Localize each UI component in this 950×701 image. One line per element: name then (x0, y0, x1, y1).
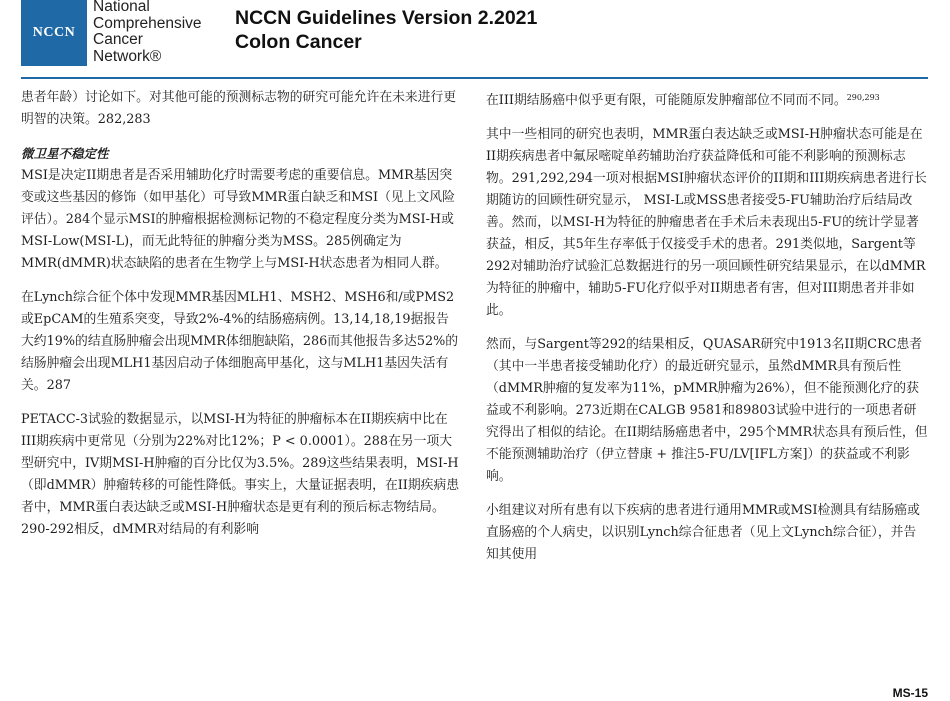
guideline-version-title: NCCN Guidelines Version 2.2021 (235, 7, 538, 29)
paragraph: 患者年龄）讨论如下。对其他可能的预测标志物的研究可能允许在未来进行更明智的决策。282,283 (21, 90, 457, 127)
paragraph (486, 87, 928, 112)
org-name-line: National (93, 0, 150, 15)
paragraph: 然而，与Sargent等292的结果相反，QUASAR研究中1913名II期CRC患者（其中一半患者接受辅助化疗）的最近研究显示，虽然dMMR具有预后性（dMMR肿瘤的复发率为11%，pMMR肿瘤为26%），但不能预测化疗的获益或不利影响。273近期在CALGB 9581和89803试验中进行的一项患者研究得出了相似的结论。在II期结肠癌患者中，295个MMR状态具有预后性，但不能预测辅助治疗（伊立替康 + 推注5-FU/LV[IFL方案]）的获益或不利影响。 (486, 337, 928, 484)
paragraph: MSI是决定II期患者是否采用辅助化疗时需要考虑的重要信息。MMR基因突变或这些基因的修饰（如甲基化）可导致MMR蛋白缺乏和MSI（见上文风险评估）。284个显示MSI的肿瘤根据检测标记物的不稳定程度分类为MSI-H或MSI-Low(MSI-L)，而无此特征的肿瘤分类为MSS。285例确定为MMR(dMMR)状态缺陷的患者在生物学上与MSI-H状态患者为相同人群。 (21, 168, 455, 271)
paragraph: 小组建议对所有患有以下疾病的患者进行通用MMR或MSI检测具有结肠癌或直肠癌的个人病史，以识别Lynch综合征患者（见上文Lynch综合征），并告知其使用 (486, 503, 920, 562)
paragraph-text: 在III期结肠癌中似乎更有限，可能随原发肿瘤部位不同而不同。 (486, 93, 847, 108)
paragraph: 其中一些相同的研究也表明，MMR蛋白表达缺乏或MSI-H肿瘤状态可能是在II期疾病患者中氟尿嘧啶单药辅助治疗获益降低和可能不利影响的预测标志物。291,292,294一项对根据MSI肿瘤状态评价的II期和III期疾病患者进行长期随访的回顾性研究显示， MSI-L或MSS患者接受5-FU辅助治疗后结局改善。然而，以MSI-H为特征的肿瘤患者在手术后未表现出5-FU的统计学显著获益，相反，其5年生存率低于仅接受手术的患者。291类似地，Sargent等292对辅助治疗试验汇总数据进行的另一项回顾性研究结果显示，在以dMMR为特征的肿瘤中，辅助5-FU化疗似乎对II期患者有害，但对III期患者并非如此。 (486, 127, 927, 318)
guideline-topic-title: Colon Cancer (235, 31, 362, 53)
page-number: MS-15 (892, 686, 928, 700)
org-name-line: Cancer (93, 31, 143, 49)
org-name-line: Network® (93, 47, 162, 65)
logo-text: NCCN (32, 25, 76, 40)
nccn-logo (21, 0, 87, 66)
document-title (235, 6, 537, 54)
left-text-column (21, 87, 461, 553)
reference-superscript: 290,293 (846, 93, 880, 102)
header-divider (21, 77, 928, 79)
right-text-column (486, 87, 928, 578)
section-subheading: 微卫星不稳定性 (21, 146, 109, 161)
organization-name (93, 0, 202, 65)
paragraph: 在Lynch综合征个体中发现MMR基因MLH1、MSH2、MSH6和/或PMS2或EpCAM的生殖系突变，导致2%-4%的结肠癌病例。13,14,18,19据报告大约19%的结直肠肿瘤会出现MMR体细胞缺陷，286而其他报告多达52%的结肠肿瘤会出现MLH1基因启动子体细胞高甲基化，这与MLH1基因失活有关。287 (21, 290, 459, 393)
org-name-line: Comprehensive (93, 14, 202, 32)
paragraph: PETACC-3试验的数据显示，以MSI-H为特征的肿瘤标本在II期疾病中比在III期疾病中更常见（分别为22%对比12%；P < 0.0001）。288在另一项大型研究中，IV期MSI-H肿瘤的百分比仅为3.5%。289这些结果表明，MSI-H（即dMMR）肿瘤转移的可能性降低。事实上，大量证据表明，在II期疾病患者中，MMR蛋白表达缺乏或MSI-H肿瘤状态是更有利的预后标志物结局。290-292相反，dMMR对结局的有利影响 (21, 412, 460, 537)
